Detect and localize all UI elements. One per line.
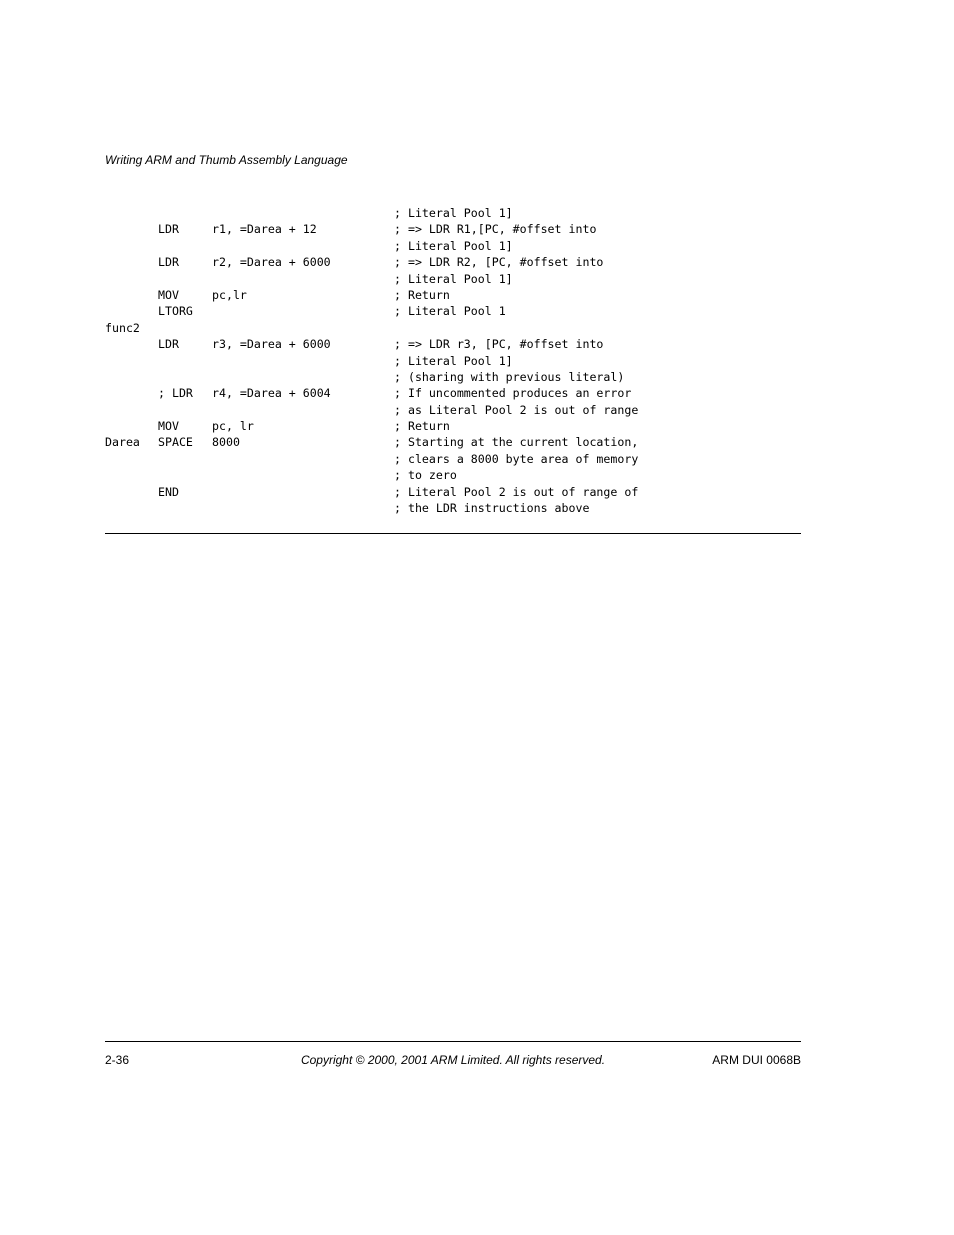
code-mnemonic: ; LDR (158, 386, 193, 401)
footer-divider (105, 1041, 801, 1042)
code-line (105, 320, 805, 336)
code-mnemonic: LDR (158, 255, 179, 270)
code-comment: ; If uncommented produces an error (394, 386, 632, 401)
code-line (105, 221, 805, 237)
page-footer (105, 1051, 801, 1069)
code-line (105, 385, 805, 401)
code-comment: ; => LDR R2, [PC, #offset into (394, 255, 604, 270)
code-listing (105, 205, 805, 516)
copyright-notice: Copyright © 2000, 2001 ARM Limited. All rights reserved. (300, 1053, 606, 1067)
code-line (105, 467, 805, 483)
code-operands: pc, lr (212, 419, 254, 434)
code-mnemonic: LTORG (158, 304, 193, 319)
running-header: Writing ARM and Thumb Assembly Language (105, 153, 348, 167)
code-line (105, 303, 805, 319)
code-operands: r1, =Darea + 12 (212, 222, 317, 237)
code-line (105, 271, 805, 287)
code-comment: ; the LDR instructions above (394, 501, 590, 516)
code-line (105, 287, 805, 303)
code-operands: r4, =Darea + 6004 (212, 386, 331, 401)
code-line (105, 418, 805, 434)
code-mnemonic: LDR (158, 337, 179, 352)
code-label: Darea (105, 435, 140, 450)
code-comment: ; Starting at the current location, (394, 435, 639, 450)
code-end-divider (105, 533, 801, 534)
code-mnemonic: SPACE (158, 435, 193, 450)
code-mnemonic: LDR (158, 222, 179, 237)
code-comment: ; => LDR R1,[PC, #offset into (394, 222, 597, 237)
code-comment: ; => LDR r3, [PC, #offset into (394, 337, 604, 352)
code-operands: r3, =Darea + 6000 (212, 337, 331, 352)
code-line (105, 254, 805, 270)
code-line (105, 336, 805, 352)
code-label: func2 (105, 320, 140, 335)
code-comment: ; clears a 8000 byte area of memory (394, 451, 639, 466)
code-operands: 8000 (212, 435, 240, 450)
code-operands: r2, =Darea + 6000 (212, 255, 331, 270)
code-line (105, 369, 805, 385)
code-operands: pc,lr (212, 287, 247, 302)
code-line (105, 238, 805, 254)
document-id: ARM DUI 0068B (712, 1053, 801, 1067)
code-comment: ; Return (394, 419, 450, 434)
code-comment: ; Literal Pool 1] (394, 271, 513, 286)
code-line (105, 484, 805, 500)
code-line (105, 205, 805, 221)
code-comment: ; to zero (394, 468, 457, 483)
page-number: 2-36 (105, 1053, 130, 1067)
code-comment: ; Literal Pool 1] (394, 353, 513, 368)
code-mnemonic: END (158, 484, 179, 499)
code-mnemonic: MOV (158, 287, 179, 302)
code-line (105, 353, 805, 369)
code-line (105, 500, 805, 516)
code-line (105, 451, 805, 467)
code-mnemonic: MOV (158, 419, 179, 434)
code-comment: ; (sharing with previous literal) (394, 369, 625, 384)
code-comment: ; Return (394, 287, 450, 302)
code-comment: ; Literal Pool 1 (394, 304, 506, 319)
code-comment: ; Literal Pool 2 is out of range of (394, 484, 639, 499)
code-comment: ; Literal Pool 1] (394, 206, 513, 220)
code-line (105, 434, 805, 450)
code-comment: ; Literal Pool 1] (394, 238, 513, 253)
code-comment: ; as Literal Pool 2 is out of range (394, 402, 639, 417)
code-line (105, 402, 805, 418)
